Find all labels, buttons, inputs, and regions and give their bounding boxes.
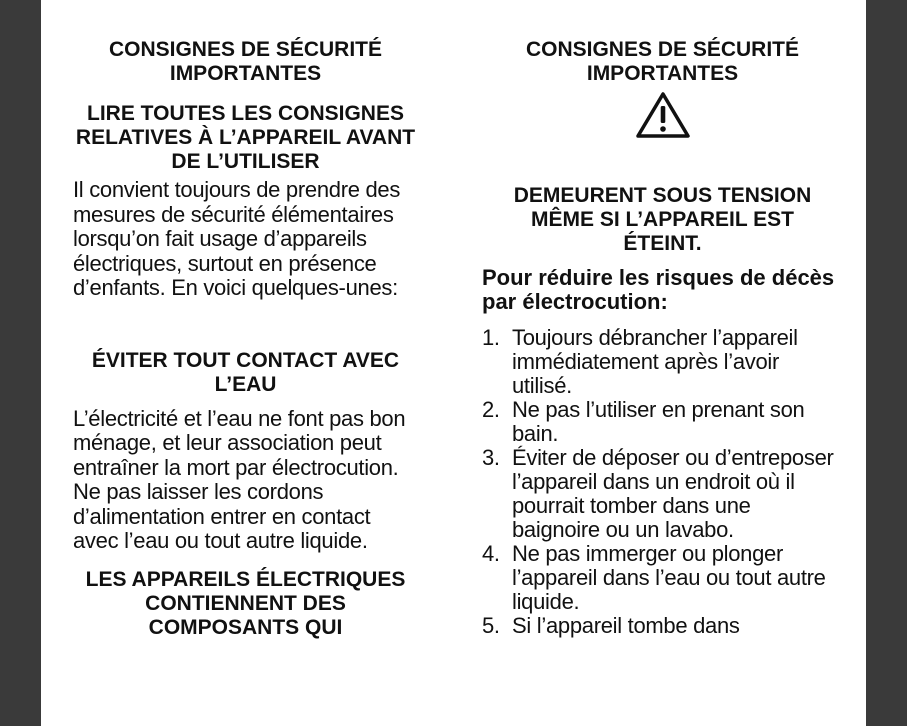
list-item: 4. Ne pas immerger ou plonger l’appareil dans l’eau ou tout autre liquide. xyxy=(482,541,826,614)
left-column xyxy=(73,0,418,640)
right-column xyxy=(482,0,835,638)
right-title: CONSIGNES DE SÉCURITÉ IMPORTANTES xyxy=(525,38,800,85)
list-item: 5. Si l’appareil tombe dans xyxy=(482,613,740,638)
risk-subheading: Pour réduire les risques de décès par électrocution: xyxy=(482,265,835,314)
left-title: CONSIGNES DE SÉCURITÉ IMPORTANTES xyxy=(108,38,383,85)
water-paragraph: L’électricité et l’eau ne font pas bon ménage, et leur association peut entraîner la mort par électrocution. Ne pas laisser les cordons d’alimentation entrer en contact avec l’eau ou tout autre liquide. xyxy=(73,405,406,553)
read-instructions-heading: LIRE TOUTES LES CONSIGNES RELATIVES À L’APPAREIL AVANT DE L’UTILISER xyxy=(75,102,416,173)
warning-triangle-icon xyxy=(635,90,691,140)
manual-page xyxy=(41,0,866,726)
safety-list xyxy=(482,326,835,638)
list-item: 1. Toujours débrancher l’appareil immédiatement après l’avoir utilisé. xyxy=(482,325,798,398)
list-item: 2. Ne pas l’utiliser en prenant son bain. xyxy=(482,397,805,446)
tension-heading: DEMEURENT SOUS TENSION MÊME SI L’APPAREIL EST ÉTEINT. xyxy=(513,184,812,255)
avoid-water-heading: ÉVITER TOUT CONTACT AVEC L’EAU xyxy=(91,348,400,396)
list-item: 3. Éviter de déposer ou d’entreposer l’appareil dans un endroit où il pourrait tomber dans une baignoire ou un lavabo. xyxy=(482,445,834,542)
components-heading: LES APPAREILS ÉLECTRIQUES CONTIENNENT DES COMPOSANTS QUI xyxy=(85,567,406,639)
intro-paragraph: Il convient toujours de prendre des mesures de sécurité élémentaires lorsqu’on fait usage d’appareils électriques, surtout en présence d’enfants. En voici quelques-unes: xyxy=(73,177,401,300)
